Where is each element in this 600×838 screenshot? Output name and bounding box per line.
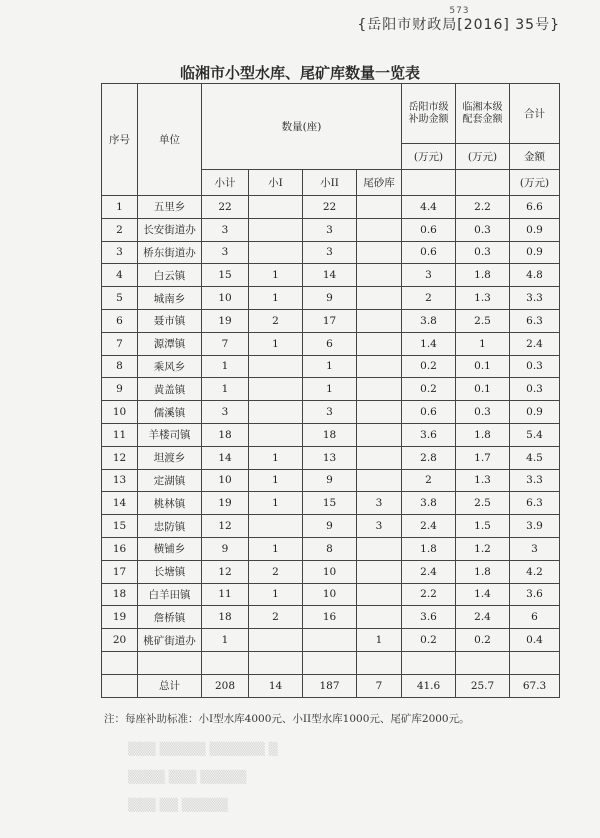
header-yueyang: 岳阳市级 补助金额	[402, 84, 456, 144]
cell-tailings	[357, 218, 402, 241]
cell-yueyang: 1.8	[402, 537, 456, 560]
cell-total: 3.9	[510, 515, 560, 538]
cell-tailings	[357, 423, 402, 446]
cell-total: 3.6	[510, 583, 560, 606]
cell-yueyang: 0.2	[402, 629, 456, 652]
cell-small1: 1	[249, 332, 303, 355]
table-row	[102, 218, 560, 241]
table-title: 临湘市小型水库、尾矿库数量一览表	[179, 64, 420, 82]
cell-unit: 城南乡	[138, 287, 202, 310]
cell-small2: 16	[303, 606, 357, 629]
cell-small2: 14	[303, 264, 357, 287]
cell-small1	[249, 378, 303, 401]
cell-tailings	[357, 401, 402, 424]
cell-total: 4.8	[510, 264, 560, 287]
handwritten-reference	[357, 6, 560, 34]
cell-small1: 2	[249, 606, 303, 629]
total-yueyang: 41.6	[402, 674, 456, 697]
cell-tailings	[357, 264, 402, 287]
empty-row	[102, 651, 560, 674]
cell-small2: 10	[303, 560, 357, 583]
cell-tailings	[357, 309, 402, 332]
cell-small2: 15	[303, 492, 357, 515]
cell-unit: 桃林镇	[138, 492, 202, 515]
table-row	[102, 241, 560, 264]
cell-subtotal: 3	[202, 218, 249, 241]
cell-seq: 19	[102, 606, 138, 629]
cell-yueyang: 2	[402, 287, 456, 310]
cell-small1	[249, 629, 303, 652]
cell-yueyang: 0.6	[402, 218, 456, 241]
cell-subtotal: 18	[202, 606, 249, 629]
cell-subtotal: 1	[202, 378, 249, 401]
cell-linxiang: 0.1	[456, 378, 510, 401]
header-small2: 小II	[303, 170, 357, 196]
cell-seq: 2	[102, 218, 138, 241]
cell-unit: 白云镇	[138, 264, 202, 287]
cell-unit: 定湖镇	[138, 469, 202, 492]
cell-total: 0.9	[510, 218, 560, 241]
cell-total: 6.3	[510, 309, 560, 332]
cell-yueyang: 4.4	[402, 196, 456, 219]
table-row	[102, 196, 560, 219]
cell-total: 0.4	[510, 629, 560, 652]
cell-tailings	[357, 583, 402, 606]
table-row	[102, 446, 560, 469]
cell-linxiang: 1	[456, 332, 510, 355]
cell-unit: 黄盖镇	[138, 378, 202, 401]
cell-small2: 18	[303, 423, 357, 446]
cell-seq: 4	[102, 264, 138, 287]
table-row	[102, 515, 560, 538]
cell-subtotal: 19	[202, 309, 249, 332]
total-label: 总计	[138, 674, 202, 697]
faded-stamp-line: ▒▒▒▒ ▒▒▒ ▒▒▒▒▒	[128, 770, 247, 784]
reservoir-table	[101, 83, 560, 698]
cell-tailings	[357, 287, 402, 310]
cell-unit: 乘风乡	[138, 355, 202, 378]
cell-subtotal: 1	[202, 355, 249, 378]
cell-small1	[249, 401, 303, 424]
cell-tailings: 3	[357, 515, 402, 538]
cell-total: 6.6	[510, 196, 560, 219]
cell-tailings	[357, 332, 402, 355]
table-row	[102, 355, 560, 378]
header-tailings: 尾砂库	[357, 170, 402, 196]
cell-small2: 3	[303, 241, 357, 264]
cell-tailings	[357, 537, 402, 560]
cell-subtotal: 3	[202, 401, 249, 424]
faded-stamp-line: ▒▒▒ ▒▒ ▒▒▒▒▒	[128, 798, 228, 812]
cell-yueyang: 0.2	[402, 378, 456, 401]
cell-total: 4.2	[510, 560, 560, 583]
cell-linxiang: 2.4	[456, 606, 510, 629]
cell-seq: 12	[102, 446, 138, 469]
table-row	[102, 492, 560, 515]
cell-seq: 17	[102, 560, 138, 583]
cell-linxiang: 1.2	[456, 537, 510, 560]
cell-small1	[249, 515, 303, 538]
cell-linxiang: 0.2	[456, 629, 510, 652]
handwritten-number: 573	[449, 6, 470, 16]
cell-seq: 3	[102, 241, 138, 264]
cell-seq: 7	[102, 332, 138, 355]
cell-total: 3.3	[510, 287, 560, 310]
table-row	[102, 469, 560, 492]
cell-subtotal: 1	[202, 629, 249, 652]
cell-total: 0.3	[510, 378, 560, 401]
cell-linxiang: 1.4	[456, 583, 510, 606]
cell-small2	[303, 629, 357, 652]
header-subtotal: 小计	[202, 170, 249, 196]
total-small2: 187	[303, 674, 357, 697]
faded-stamp-line: ▒▒▒ ▒▒▒▒▒ ▒▒▒▒▒▒ ▒	[128, 742, 278, 756]
cell-small2: 9	[303, 469, 357, 492]
cell-seq: 9	[102, 378, 138, 401]
header-linxiang-blank	[456, 170, 510, 196]
cell-small1: 1	[249, 446, 303, 469]
cell-yueyang: 0.6	[402, 401, 456, 424]
cell-yueyang: 2.4	[402, 560, 456, 583]
cell-linxiang: 0.3	[456, 401, 510, 424]
cell-total: 2.4	[510, 332, 560, 355]
cell-yueyang: 0.2	[402, 355, 456, 378]
cell-subtotal: 12	[202, 515, 249, 538]
cell-seq: 8	[102, 355, 138, 378]
cell-yueyang: 3	[402, 264, 456, 287]
table-row	[102, 606, 560, 629]
cell-tailings	[357, 606, 402, 629]
cell-subtotal: 15	[202, 264, 249, 287]
cell-unit: 儒溪镇	[138, 401, 202, 424]
cell-seq: 18	[102, 583, 138, 606]
cell-small2: 3	[303, 218, 357, 241]
table-row	[102, 309, 560, 332]
header-total-unit: (万元)	[510, 170, 560, 196]
cell-tailings	[357, 469, 402, 492]
cell-total: 3	[510, 537, 560, 560]
table-row	[102, 378, 560, 401]
cell-seq: 6	[102, 309, 138, 332]
cell-unit: 忠防镇	[138, 515, 202, 538]
cell-small1: 1	[249, 469, 303, 492]
cell-yueyang: 1.4	[402, 332, 456, 355]
cell-subtotal: 19	[202, 492, 249, 515]
cell-unit: 羊楼司镇	[138, 423, 202, 446]
total-total: 67.3	[510, 674, 560, 697]
cell-small2: 17	[303, 309, 357, 332]
cell-linxiang: 0.3	[456, 218, 510, 241]
cell-unit: 源潭镇	[138, 332, 202, 355]
header-linxiang: 临湘本级 配套金额	[456, 84, 510, 144]
footnote: 注：每座补助标准：小I型水库4000元、小II型水库1000元、尾矿库2000元。	[104, 713, 470, 725]
cell-subtotal: 14	[202, 446, 249, 469]
cell-subtotal: 10	[202, 287, 249, 310]
cell-seq: 5	[102, 287, 138, 310]
cell-unit: 五里乡	[138, 196, 202, 219]
cell-linxiang: 2.5	[456, 492, 510, 515]
cell-yueyang: 2.8	[402, 446, 456, 469]
cell-yueyang: 3.8	[402, 309, 456, 332]
header-yueyang-blank	[402, 170, 456, 196]
table-row	[102, 583, 560, 606]
cell-small1	[249, 218, 303, 241]
table-row	[102, 423, 560, 446]
cell-linxiang: 1.3	[456, 287, 510, 310]
cell-subtotal: 3	[202, 241, 249, 264]
cell-unit: 白羊田镇	[138, 583, 202, 606]
cell-small2: 6	[303, 332, 357, 355]
cell-total: 4.5	[510, 446, 560, 469]
table-row	[102, 264, 560, 287]
cell-small2: 9	[303, 515, 357, 538]
cell-linxiang: 0.1	[456, 355, 510, 378]
cell-tailings: 1	[357, 629, 402, 652]
cell-tailings	[357, 378, 402, 401]
total-tailings: 7	[357, 674, 402, 697]
cell-small1: 2	[249, 309, 303, 332]
cell-tailings	[357, 446, 402, 469]
total-small1: 14	[249, 674, 303, 697]
cell-small1	[249, 241, 303, 264]
cell-subtotal: 7	[202, 332, 249, 355]
cell-linxiang: 0.3	[456, 241, 510, 264]
cell-yueyang: 3.6	[402, 423, 456, 446]
cell-subtotal: 18	[202, 423, 249, 446]
cell-subtotal: 11	[202, 583, 249, 606]
cell-unit: 桃矿街道办	[138, 629, 202, 652]
cell-linxiang: 1.7	[456, 446, 510, 469]
cell-seq: 15	[102, 515, 138, 538]
cell-yueyang: 0.6	[402, 241, 456, 264]
header-unit: 单位	[138, 84, 202, 196]
cell-linxiang: 2.5	[456, 309, 510, 332]
cell-total: 0.9	[510, 241, 560, 264]
cell-subtotal: 12	[202, 560, 249, 583]
table-row	[102, 629, 560, 652]
cell-seq: 16	[102, 537, 138, 560]
table-row	[102, 287, 560, 310]
header-linxiang-unit: (万元)	[456, 144, 510, 170]
cell-small1	[249, 355, 303, 378]
handwritten-doc-ref: {岳阳市财政局[2016] 35号}	[357, 17, 560, 33]
cell-small1: 1	[249, 537, 303, 560]
cell-seq: 14	[102, 492, 138, 515]
cell-unit: 长安街道办	[138, 218, 202, 241]
cell-small1	[249, 423, 303, 446]
cell-yueyang: 2.2	[402, 583, 456, 606]
header-seq: 序号	[102, 84, 138, 196]
cell-total: 0.9	[510, 401, 560, 424]
cell-unit: 聂市镇	[138, 309, 202, 332]
cell-linxiang: 1.8	[456, 423, 510, 446]
cell-small1: 1	[249, 492, 303, 515]
table-row	[102, 560, 560, 583]
cell-small2: 10	[303, 583, 357, 606]
header-small1: 小I	[249, 170, 303, 196]
cell-linxiang: 2.2	[456, 196, 510, 219]
total-linxiang: 25.7	[456, 674, 510, 697]
cell-small1: 1	[249, 264, 303, 287]
cell-linxiang: 1.8	[456, 264, 510, 287]
cell-yueyang: 2.4	[402, 515, 456, 538]
cell-subtotal: 10	[202, 469, 249, 492]
cell-unit: 长塘镇	[138, 560, 202, 583]
cell-small1: 2	[249, 560, 303, 583]
cell-subtotal: 9	[202, 537, 249, 560]
cell-total: 5.4	[510, 423, 560, 446]
cell-seq: 20	[102, 629, 138, 652]
cell-yueyang: 3.8	[402, 492, 456, 515]
cell-small2: 22	[303, 196, 357, 219]
totals-row	[102, 674, 560, 697]
cell-unit: 桥东街道办	[138, 241, 202, 264]
cell-total: 3.3	[510, 469, 560, 492]
cell-small2: 1	[303, 378, 357, 401]
cell-small1: 1	[249, 583, 303, 606]
header-total: 合计	[510, 84, 560, 144]
cell-total: 6	[510, 606, 560, 629]
table-row	[102, 537, 560, 560]
header-total-amount: 金额	[510, 144, 560, 170]
cell-unit: 詹桥镇	[138, 606, 202, 629]
cell-small2: 1	[303, 355, 357, 378]
cell-tailings: 3	[357, 492, 402, 515]
total-subtotal: 208	[202, 674, 249, 697]
cell-small2: 3	[303, 401, 357, 424]
cell-small2: 9	[303, 287, 357, 310]
cell-seq: 10	[102, 401, 138, 424]
cell-small2: 8	[303, 537, 357, 560]
cell-linxiang: 1.8	[456, 560, 510, 583]
cell-tailings	[357, 196, 402, 219]
cell-unit: 横铺乡	[138, 537, 202, 560]
cell-tailings	[357, 355, 402, 378]
cell-seq: 11	[102, 423, 138, 446]
cell-subtotal: 22	[202, 196, 249, 219]
cell-yueyang: 3.6	[402, 606, 456, 629]
cell-total: 0.3	[510, 355, 560, 378]
cell-total: 6.3	[510, 492, 560, 515]
cell-tailings	[357, 241, 402, 264]
cell-small1: 1	[249, 287, 303, 310]
cell-unit: 坦渡乡	[138, 446, 202, 469]
cell-linxiang: 1.3	[456, 469, 510, 492]
header-yueyang-unit: (万元)	[402, 144, 456, 170]
cell-seq: 13	[102, 469, 138, 492]
cell-seq: 1	[102, 196, 138, 219]
cell-linxiang: 1.5	[456, 515, 510, 538]
cell-small1	[249, 196, 303, 219]
table-row	[102, 332, 560, 355]
cell-yueyang: 2	[402, 469, 456, 492]
header-quantity: 数量(座)	[202, 84, 402, 170]
cell-small2: 13	[303, 446, 357, 469]
cell-tailings	[357, 560, 402, 583]
table-row	[102, 401, 560, 424]
